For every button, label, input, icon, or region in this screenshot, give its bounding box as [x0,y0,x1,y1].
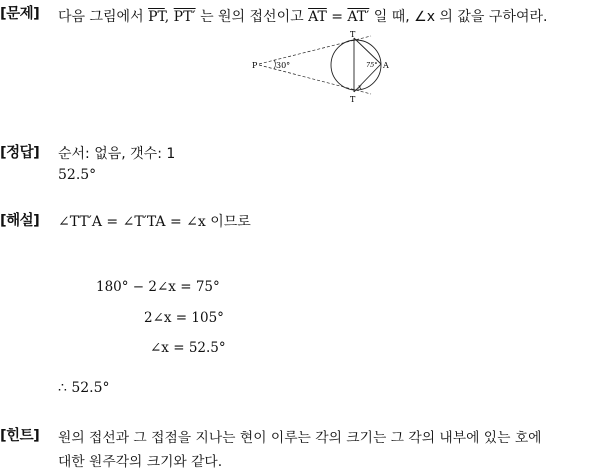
equation-2: 2∠x = 105° [144,310,224,326]
segment-pt-prime: PT′ [173,9,196,25]
problem-label: [문제] [0,6,40,22]
problem-text [58,6,547,26]
angle-x: x [358,83,362,91]
geometry-figure [248,28,398,106]
arc-at-prime: AT′ [347,9,370,25]
vertex-t-prime: T [350,95,356,104]
equation-1: 180° − 2∠x = 75° [96,279,220,295]
problem-eq-sign: = [331,9,343,25]
answer-label: [정답] [0,145,40,161]
problem-text-mid: 는 원의 접선이고 [200,9,304,25]
solution-line1 [58,211,251,231]
solution-label: [해설] [0,213,40,229]
vertex-a: A [383,61,389,70]
problem-text-pre: 다음 그림에서 [58,9,144,25]
hint-line2: 대한 원주각의 크기와 같다. [58,454,223,470]
vertex-t: T [350,30,356,39]
solution-conclusion: ∴ 52.5° [58,380,110,396]
solution-line1-math: ∠TT′A = ∠T′TA = ∠x [58,214,206,230]
answer-meta: 순서: 없음, 갯수: 1 [58,146,176,162]
solution-line1-text: 이므로 [210,214,251,230]
segment-pt: $\overline{PT}$ [148,9,165,25]
problem-comma: , [164,9,170,25]
answer-value: 52.5° [58,167,97,183]
vertex-p: P [252,61,258,70]
hint-label: [힌트] [0,428,40,444]
hint-line1: 원의 접선과 그 접점을 지나는 현이 이루는 각의 크기는 그 각의 내부에 있는 호에 [58,430,542,446]
angle-75: 75° [366,61,378,69]
angle-30: 30° [276,61,291,70]
arc-at: $\overline{AT}$ [308,9,327,25]
problem-text-post: 일 때, ∠x 의 값을 구하여라. [373,9,548,25]
equation-3: ∠x = 52.5° [150,340,226,356]
